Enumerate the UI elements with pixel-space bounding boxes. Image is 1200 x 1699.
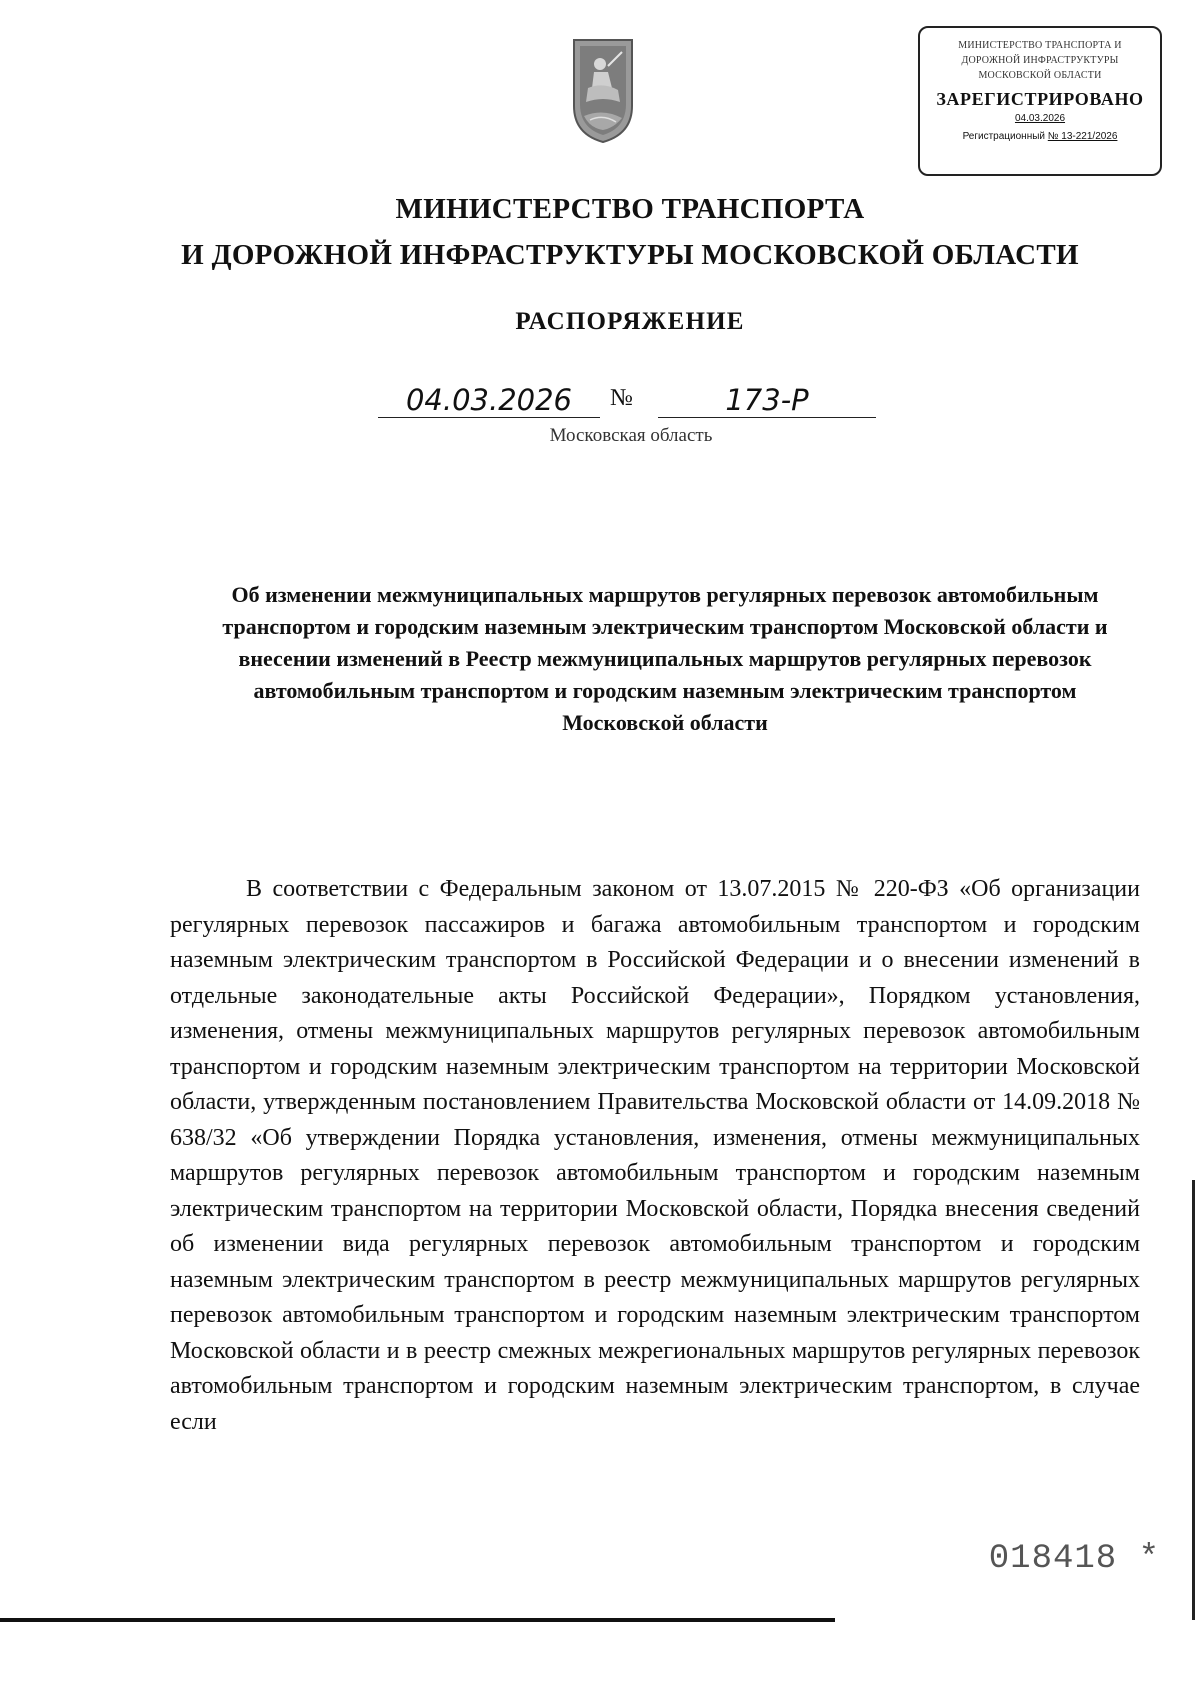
scan-edge-line [1192,1180,1195,1620]
moscow-oblast-coat-of-arms-icon [570,36,636,146]
document-body-paragraph: В соответствии с Федеральным законом от 13.07.2015 № 220-ФЗ «Об организации регулярных перевозок пассажиров и багажа автомобильным транспортом и городским наземным электрическим транспортом в Российской Федерации и о внесении изменений в отдельные законодательные акты Российской Федерации», Порядком установления, изменения, отмены межмуниципальных маршрутов регулярных перевозок автомобильным транспортом и городским наземным электрическим транспортом на территории Московской области, утвержденным постановлением Правительства Московской области от 14.09.2018 № 638/32 «Об утверждении Порядка установления, изменения, отмены межмуниципальных маршрутов регулярных перевозок автомобильным транспортом и городским наземным электрическим транспортом на территории Московской области, Порядка внесения сведений об изменении вида регулярных перевозок автомобильным транспортом и городским наземным электрическим транспортом в реестр межмуниципальных маршрутов регулярных перевозок автомобильным транспортом и городским наземным электрическим транспортом Московской области и в реестр смежных межрегиональных маршрутов регулярных перевозок автомобильным транспортом и городским наземным электрическим транспортом, в случае если [170,876,1140,1435]
document-place: Московская область [549,425,713,446]
stamp-ministry-line-2: ДОРОЖНОЙ ИНФРАСТРУКТУРЫ [961,55,1119,66]
stamp-registration [920,129,1160,145]
stamp-registration-number: № 13-221/2026 [1047,131,1118,142]
stamp-status: ЗАРЕГИСТРИРОВАНО [936,89,1144,109]
registration-stamp [918,26,1162,176]
stamp-registration-label: Регистрационный [962,131,1045,142]
stamp-ministry-line-1: МИНИСТЕРСТВО ТРАНСПОРТА И [958,40,1122,51]
stamp-date: 04.03.2026 [1014,113,1066,124]
ministry-name-line-2: И ДОРОЖНОЙ ИНФРАСТРУКТУРЫ МОСКОВСКОЙ ОБЛАСТИ [181,239,1079,271]
document-number: 173-Р [658,383,876,418]
ministry-name-line-1: МИНИСТЕРСТВО ТРАНСПОРТА [395,193,865,225]
document-date-number [378,383,878,419]
scan-edge-line [0,1618,835,1622]
document-date: 04.03.2026 [378,383,600,418]
document-number-label: № [610,385,633,411]
ministry-name [0,186,1200,278]
stamp-ministry-line-3: МОСКОВСКОЙ ОБЛАСТИ [978,70,1102,81]
document-code: 018418 * [988,1540,1160,1578]
document-title: Об изменении межмуниципальных маршрутов регулярных перевозок автомобильным транспортом и городским наземным электрическим транспортом Московской области и внесении изменений в Реестр межмуниципальных маршрутов регулярных перевозок автомобильным транспортом и городским наземным электрическим транспортом Московской области [222,582,1108,735]
document-type: РАСПОРЯЖЕНИЕ [515,308,745,335]
